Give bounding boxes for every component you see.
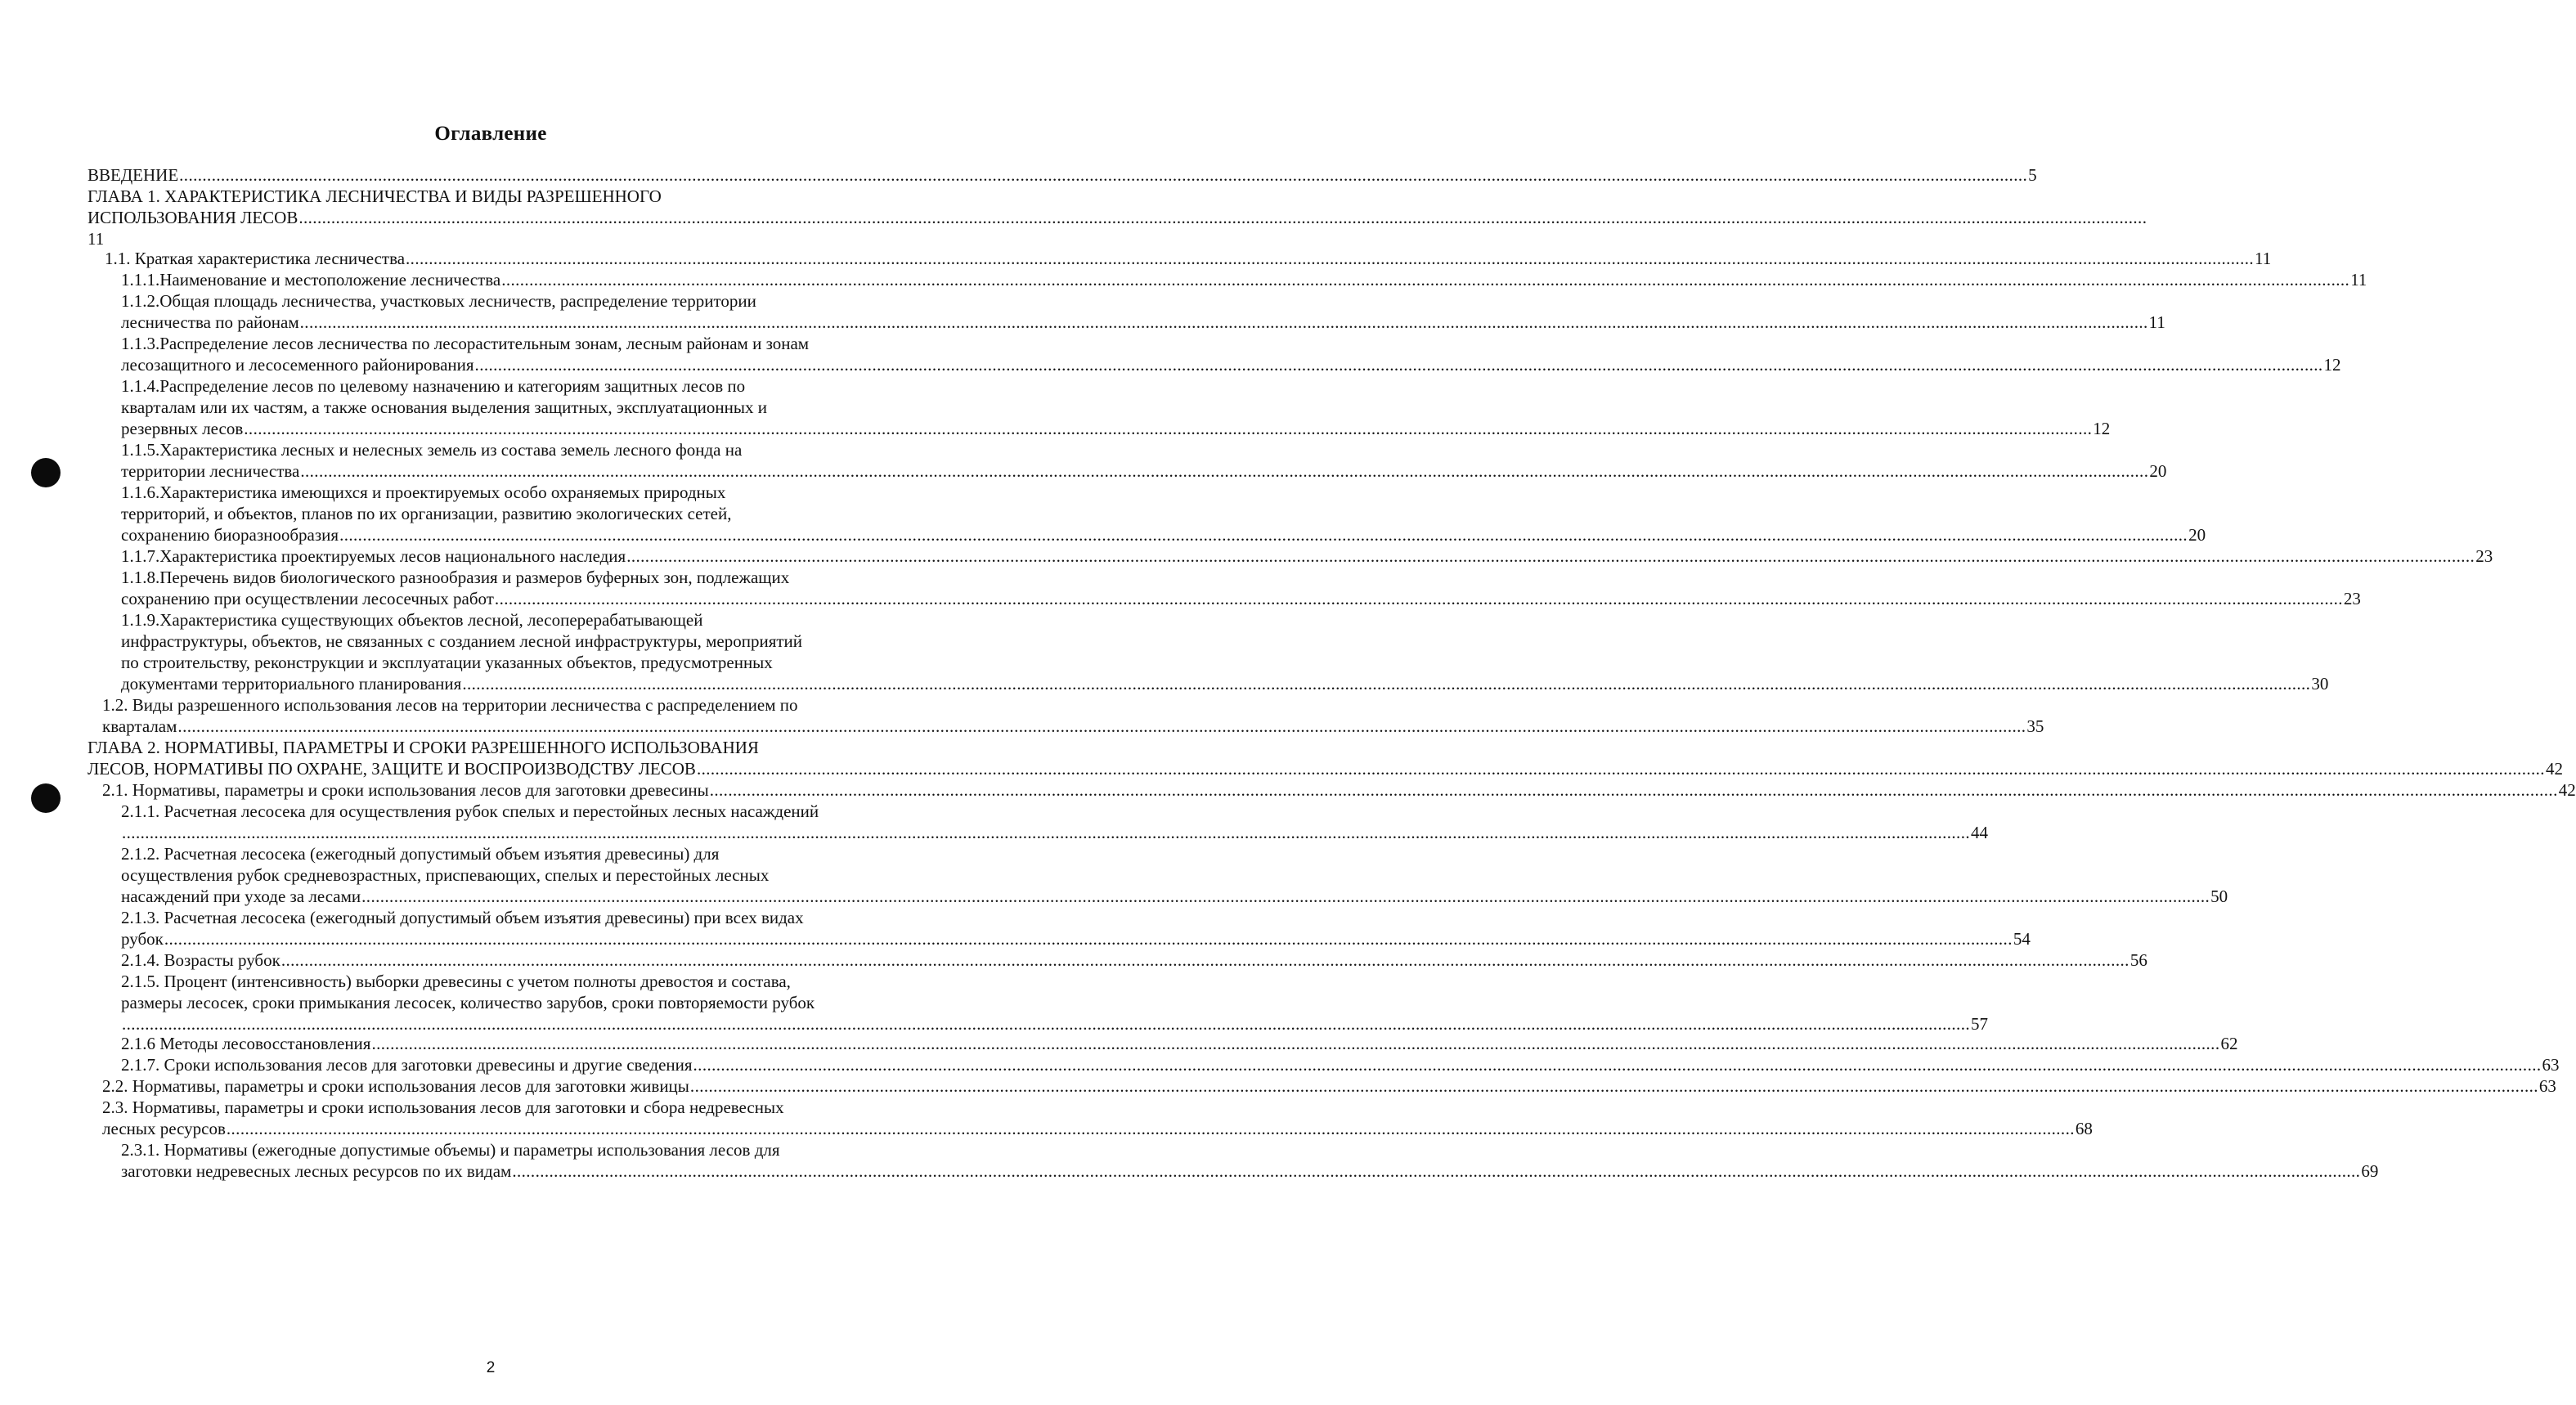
- toc-dot-leader: ................................................................................................................................................................................................................................................................................................................................................................................................................: [626, 546, 2475, 566]
- toc-entry: [121, 1138, 780, 1161]
- toc-entry-text: документами территориального планирования: [121, 674, 462, 694]
- toc-entry-text: лесозащитного и лесосеменного районирования: [121, 355, 474, 375]
- toc-page-number: 63: [2542, 1055, 2560, 1075]
- toc-entry-text: инфраструктуры, объектов, не связанных с созданием лесной инфраструктуры, мероприятий: [121, 631, 803, 651]
- toc-dot-leader: ................................................................................................................................................................................................................................................................................................................................................................................................................: [298, 208, 2147, 227]
- toc-entry-text: 2.2. Нормативы, параметры и сроки использования лесов для заготовки живицы: [102, 1076, 689, 1096]
- toc-entry: [121, 1160, 2379, 1183]
- toc-dot-leader: ................................................................................................................................................................................................................................................................................................................................................................................................................: [693, 1055, 2542, 1075]
- toc-entry: [121, 927, 2031, 950]
- toc-entry: [121, 1053, 2560, 1076]
- toc-entry: [88, 227, 104, 250]
- toc-entry-text: ВВЕДЕНИЕ: [88, 165, 179, 185]
- toc-entry: [121, 608, 702, 631]
- toc-entry-text: резервных лесов: [121, 419, 244, 438]
- punch-hole-bottom: [31, 783, 61, 813]
- toc-entry: [121, 375, 745, 397]
- toc-entry: [121, 332, 809, 355]
- toc-dot-leader: ................................................................................................................................................................................................................................................................................................................................................................................................................: [179, 165, 2028, 185]
- toc-dot-leader: ................................................................................................................................................................................................................................................................................................................................................................................................................: [696, 759, 2545, 779]
- toc-entry: [121, 842, 719, 865]
- toc-entry: [121, 502, 731, 525]
- toc-dot-leader: ................................................................................................................................................................................................................................................................................................................................................................................................................: [371, 1034, 2220, 1053]
- toc-page-number: 44: [1971, 823, 1988, 842]
- toc-entry-text: территорий, и объектов, планов по их организации, развитию экологических сетей,: [121, 504, 732, 523]
- toc-entry-text: 2.1.2. Расчетная лесосека (ежегодный допустимый объем изъятия древесины) для: [121, 844, 720, 864]
- toc-entry: [121, 460, 2167, 483]
- toc-entry-text: 2.1.3. Расчетная лесосека (ежегодный допустимый объем изъятия древесины) при всех видах: [121, 908, 804, 927]
- toc-entry: [88, 206, 2147, 229]
- toc-entry-text: территории лесничества: [121, 461, 300, 481]
- toc-entry-text: по строительству, реконструкции и эксплуатации указанных объектов, предусмотренных: [121, 653, 773, 672]
- toc-entry: [121, 396, 767, 419]
- toc-entry: [121, 587, 2361, 610]
- toc-entry-text: 2.1.5. Процент (интенсивность) выборки древесины с учетом полноты древостоя и состава,: [121, 972, 791, 991]
- toc-entry-text: сохранению при осуществлении лесосечных работ: [121, 589, 494, 608]
- toc-entry: [121, 311, 2165, 334]
- toc-dot-leader: ................................................................................................................................................................................................................................................................................................................................................................................................................: [300, 461, 2149, 481]
- toc-entry: [121, 417, 2111, 440]
- toc-entry: [121, 353, 2341, 376]
- toc-page-number: 35: [2026, 716, 2044, 736]
- toc-entry: [121, 545, 2493, 568]
- page-number: 2: [486, 1359, 496, 1376]
- toc-dot-leader: ................................................................................................................................................................................................................................................................................................................................................................................................................: [122, 823, 1970, 842]
- toc-dot-leader: ................................................................................................................................................................................................................................................................................................................................................................................................................: [177, 716, 2026, 736]
- toc-page-number: 23: [2343, 589, 2361, 608]
- toc-entry-text: 1.1.4.Распределение лесов по целевому назначению и категориям защитных лесов по: [121, 376, 746, 396]
- toc-page-number: 11: [2255, 249, 2272, 268]
- toc-entry-text: заготовки недревесных лесных ресурсов по их видам: [121, 1161, 512, 1181]
- toc-entry: [102, 715, 2044, 738]
- toc-entry: [121, 268, 2367, 291]
- toc-page-number: 69: [2361, 1161, 2379, 1181]
- toc-entry-text: 2.3.1. Нормативы (ежегодные допустимые объемы) и параметры использования лесов для: [121, 1140, 780, 1160]
- toc-entry: [102, 1117, 2093, 1140]
- toc-entry-text: ЛЕСОВ, НОРМАТИВЫ ПО ОХРАНЕ, ЗАЩИТЕ И ВОСПРОИЗВОДСТВУ ЛЕСОВ: [88, 759, 696, 779]
- toc-entry: [88, 164, 2037, 186]
- toc-entry-text: 1.1. Краткая характеристика лесничества: [105, 249, 406, 268]
- toc-entry-text: 1.1.5.Характеристика лесных и нелесных земель из состава земель лесного фонда на: [121, 440, 743, 460]
- toc-entry: [121, 438, 742, 461]
- toc-dot-leader: ................................................................................................................................................................................................................................................................................................................................................................................................................: [474, 355, 2323, 375]
- toc-entry-text: кварталам: [102, 716, 177, 736]
- toc-entry: [121, 630, 802, 653]
- toc-entry: [102, 1096, 784, 1119]
- toc-page-number: 56: [2129, 950, 2147, 970]
- toc-dot-leader: ................................................................................................................................................................................................................................................................................................................................................................................................................: [244, 419, 2093, 438]
- toc-entry-text: осуществления рубок средневозрастных, приспевающих, спелых и перестойных лесных: [121, 865, 770, 885]
- toc-entry: [121, 523, 2206, 546]
- toc-entry: [121, 885, 2228, 908]
- toc-page-number: 63: [2538, 1076, 2556, 1096]
- toc-dot-leader: ................................................................................................................................................................................................................................................................................................................................................................................................................: [462, 674, 2311, 694]
- toc-entry: [121, 864, 769, 887]
- toc-entry-text: ГЛАВА 1. ХАРАКТЕРИСТИКА ЛЕСНИЧЕСТВА И ВИДЫ РАЗРЕШЕННОГО: [88, 186, 662, 206]
- toc-page-number: 12: [2093, 419, 2111, 438]
- toc-entry-text: 1.1.3.Распределение лесов лесничества по лесорастительным зонам, лесным районам и зонам: [121, 334, 810, 353]
- toc-entry: [121, 800, 819, 823]
- toc-entry: [121, 821, 1988, 844]
- toc-entry: [102, 779, 2576, 801]
- toc-dot-leader: ................................................................................................................................................................................................................................................................................................................................................................................................................: [512, 1161, 2361, 1181]
- toc-entry: [88, 736, 759, 759]
- toc-entry: [102, 1075, 2556, 1098]
- toc-page-number: 11: [2350, 270, 2367, 290]
- toc-entry: [121, 906, 804, 929]
- toc-page-number: 12: [2323, 355, 2341, 375]
- toc-dot-leader: ................................................................................................................................................................................................................................................................................................................................................................................................................: [406, 249, 2255, 268]
- toc-page-number: 54: [2013, 929, 2031, 949]
- toc-entry: [102, 694, 797, 716]
- toc-page-number: 50: [2210, 887, 2228, 906]
- toc-dot-leader: ................................................................................................................................................................................................................................................................................................................................................................................................................: [299, 312, 2148, 332]
- toc-dot-leader: ................................................................................................................................................................................................................................................................................................................................................................................................................: [689, 1076, 2538, 1096]
- toc-entry: [121, 481, 725, 504]
- toc-entry-text: 1.1.2.Общая площадь лесничества, участковых лесничеств, распределение территории: [121, 291, 756, 311]
- toc-entry: [121, 991, 815, 1014]
- toc-page-number: 20: [2149, 461, 2167, 481]
- toc-page-number: 20: [2188, 525, 2206, 545]
- toc-entry: [88, 757, 2563, 780]
- toc-entry-text: рубок: [121, 929, 164, 949]
- toc-page-number: 11: [2148, 312, 2165, 332]
- toc-entry-text: 11: [88, 229, 105, 249]
- toc-entry: [121, 651, 773, 674]
- toc-dot-leader: ................................................................................................................................................................................................................................................................................................................................................................................................................: [709, 780, 2558, 800]
- toc-dot-leader: ................................................................................................................................................................................................................................................................................................................................................................................................................: [339, 525, 2188, 545]
- punch-hole-top: [31, 458, 61, 487]
- toc-entry-text: ГЛАВА 2. НОРМАТИВЫ, ПАРАМЕТРЫ И СРОКИ РАЗРЕШЕННОГО ИСПОЛЬЗОВАНИЯ: [88, 738, 759, 757]
- toc-entry-text: 1.1.8.Перечень видов биологического разнообразия и размеров буферных зон, подлежащих: [121, 568, 790, 587]
- toc-entry-text: кварталам или их частям, а также основания выделения защитных, эксплуатационных и: [121, 397, 767, 417]
- toc-entry: [88, 185, 662, 208]
- toc-page-number: 30: [2311, 674, 2329, 694]
- toc-entry: [121, 970, 791, 993]
- toc-entry-text: размеры лесосек, сроки примыкания лесосек, количество зарубов, сроки повторяемости рубок: [121, 993, 815, 1012]
- toc-entry-text: 2.3. Нормативы, параметры и сроки использования лесов для заготовки и сбора недревесных: [102, 1098, 784, 1117]
- toc-dot-leader: ................................................................................................................................................................................................................................................................................................................................................................................................................: [494, 589, 2343, 608]
- toc-entry-text: насаждений при уходе за лесами: [121, 887, 361, 906]
- toc-page-number: 57: [1971, 1014, 1988, 1034]
- toc-page-number: 23: [2475, 546, 2493, 566]
- toc-dot-leader: ................................................................................................................................................................................................................................................................................................................................................................................................................: [226, 1119, 2075, 1138]
- toc-entry-text: 2.1.1. Расчетная лесосека для осуществления рубок спелых и перестойных лесных насаждений: [121, 801, 819, 821]
- toc-entry-text: 1.1.1.Наименование и местоположение лесничества: [121, 270, 501, 290]
- toc-dot-leader: ................................................................................................................................................................................................................................................................................................................................................................................................................: [280, 950, 2129, 970]
- toc-entry-text: ИСПОЛЬЗОВАНИЯ ЛЕСОВ: [88, 208, 298, 227]
- toc-entry-text: 1.1.9.Характеристика существующих объектов лесной, лесоперерабатывающей: [121, 610, 703, 630]
- toc-entry-text: сохранению биоразнообразия: [121, 525, 339, 545]
- toc-entry-text: 2.1.4. Возрасты рубок: [121, 950, 280, 970]
- toc-page-number: 62: [2220, 1034, 2238, 1053]
- toc-entry-text: 2.1. Нормативы, параметры и сроки использования лесов для заготовки древесины: [102, 780, 709, 800]
- toc-dot-leader: ................................................................................................................................................................................................................................................................................................................................................................................................................: [501, 270, 2350, 290]
- toc-entry-text: 1.1.6.Характеристика имеющихся и проектируемых особо охраняемых природных: [121, 483, 726, 502]
- toc-page-number: 42: [2545, 759, 2563, 779]
- toc-dot-leader: ................................................................................................................................................................................................................................................................................................................................................................................................................: [122, 1014, 1970, 1034]
- toc-entry-text: лесных ресурсов: [102, 1119, 226, 1138]
- toc-entry: [121, 672, 2329, 695]
- page-title: Оглавление: [434, 123, 547, 145]
- toc-entry-text: 1.2. Виды разрешенного использования лесов на территории лесничества с распределением по: [102, 695, 798, 715]
- toc-dot-leader: ................................................................................................................................................................................................................................................................................................................................................................................................................: [164, 929, 2013, 949]
- toc-entry: [121, 1032, 2238, 1055]
- toc-page-number: 5: [2028, 165, 2037, 185]
- toc-entry-text: 2.1.7. Сроки использования лесов для заготовки древесины и другие сведения: [121, 1055, 693, 1075]
- toc-entry: [105, 247, 2272, 270]
- toc-entry: [121, 566, 789, 589]
- toc-entry-text: 1.1.7.Характеристика проектируемых лесов национального наследия: [121, 546, 626, 566]
- toc-page-number: 68: [2075, 1119, 2093, 1138]
- toc-entry: [121, 290, 756, 312]
- toc-entry: [121, 949, 2147, 972]
- toc-entry-text: 2.1.6 Методы лесовосстановления: [121, 1034, 371, 1053]
- toc-entry-text: лесничества по районам: [121, 312, 299, 332]
- toc-dot-leader: ................................................................................................................................................................................................................................................................................................................................................................................................................: [361, 887, 2210, 906]
- toc-page-number: 42: [2558, 780, 2576, 800]
